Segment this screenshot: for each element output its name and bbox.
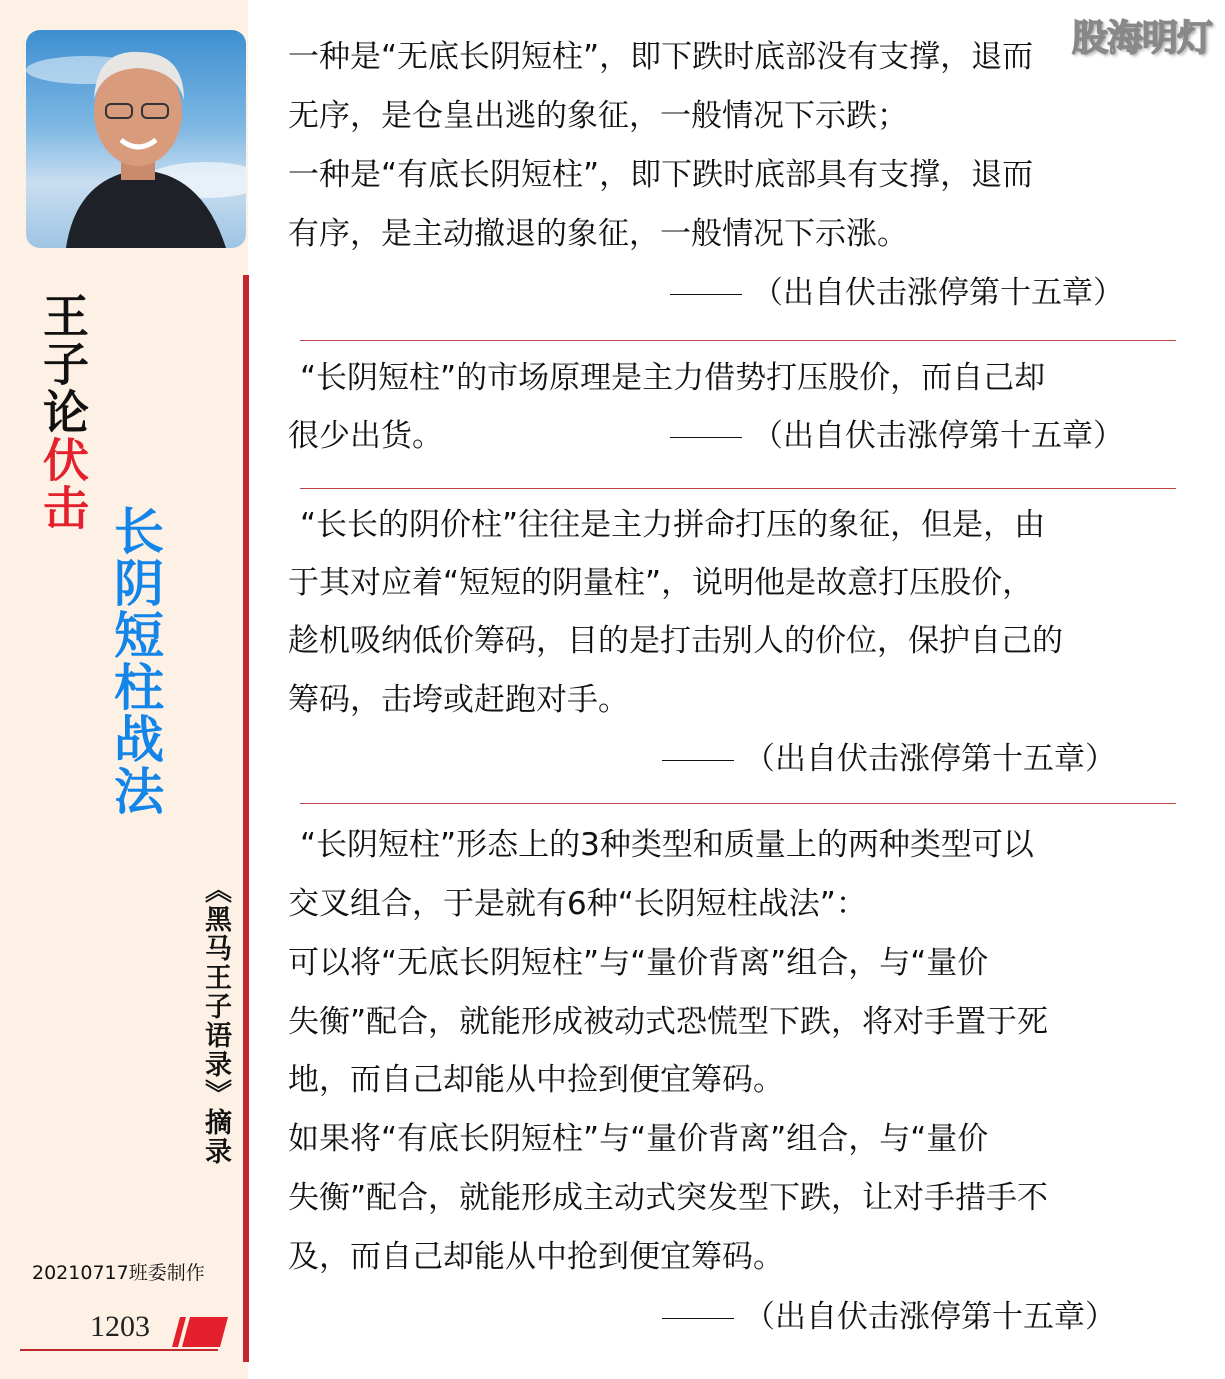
quote-line: 筹码，击垮或赶跑对手。 [288, 682, 629, 718]
quote-line: 很少出货。 [288, 418, 443, 454]
section-divider [300, 340, 1176, 341]
quote-source [670, 273, 1124, 313]
quote-line: 地，而自己却能从中捡到便宜筹码。 [288, 1062, 784, 1098]
quote-line: “长长的阴价柱”往往是主力拼命打压的象征，但是，由 [300, 507, 1046, 543]
watermark: 股海明灯 [1072, 18, 1213, 59]
section-divider [300, 488, 1176, 489]
quote-line: “长阴短柱”形态上的3种类型和质量上的两种类型可以 [300, 827, 1034, 863]
quote-line: 无序，是仓皇出逃的象征，一般情况下示跌； [288, 98, 908, 134]
quote-line: 及，而自己却能从中抢到便宜筹码。 [288, 1239, 784, 1275]
quote-line: 失衡”配合，就能形成被动式恐慌型下跌，将对手置于死 [288, 1004, 1049, 1040]
em-dash [670, 437, 742, 439]
quote-line: “长阴短柱”的市场原理是主力借势打压股价，而自己却 [300, 360, 1046, 396]
quote-source [662, 1297, 1116, 1337]
sidebar [0, 0, 248, 1379]
divider-bar [243, 275, 249, 1362]
quote-line: 于其对应着“短短的阴量柱”，说明他是故意打压股价， [288, 565, 1034, 601]
section-divider [300, 803, 1176, 804]
quote-line: 趁机吸纳低价筹码，目的是打击别人的价位，保护自己的 [288, 623, 1063, 659]
em-dash [662, 760, 734, 762]
quote-line: 一种是“有底长阴短柱”，即下跌时底部具有支撑，退而 [288, 157, 1034, 193]
series-title-black: 王子论 [36, 292, 90, 436]
series-title-red: 伏击 [36, 436, 90, 532]
source-text: （出自伏击涨停第十五章） [752, 275, 1124, 311]
credit-text: 20210717班委制作 [32, 1262, 205, 1284]
source-text: （出自伏击涨停第十五章） [744, 1299, 1116, 1335]
quote-line: 交叉组合，于是就有6种“长阴短柱战法”： [288, 886, 867, 922]
source-book: 《黑马王子语录》摘录 [200, 876, 231, 1166]
quote-line: 可以将“无底长阴短柱”与“量价背离”组合，与“量价 [288, 945, 989, 981]
quote-line: 有序，是主动撤退的象征，一般情况下示涨。 [288, 216, 908, 252]
em-dash [662, 1318, 734, 1320]
series-title [38, 292, 88, 532]
quote-source [662, 739, 1116, 779]
source-text: （出自伏击涨停第十五章） [752, 418, 1124, 454]
quote-line: 失衡”配合，就能形成主动式突发型下跌，让对手措手不 [288, 1180, 1049, 1216]
em-dash [670, 294, 742, 296]
source-text: （出自伏击涨停第十五章） [744, 741, 1116, 777]
topic-title: 长阴短柱战法 [106, 505, 165, 817]
slash-decoration-icon [172, 1317, 228, 1347]
author-photo [26, 30, 246, 248]
quote-source [670, 416, 1124, 456]
page-underline [20, 1349, 218, 1351]
quote-line: 一种是“无底长阴短柱”，即下跌时底部没有支撑，退而 [288, 39, 1034, 75]
page-number: 1203 [90, 1310, 150, 1343]
quote-line: 如果将“有底长阴短柱”与“量价背离”组合，与“量价 [288, 1121, 989, 1157]
